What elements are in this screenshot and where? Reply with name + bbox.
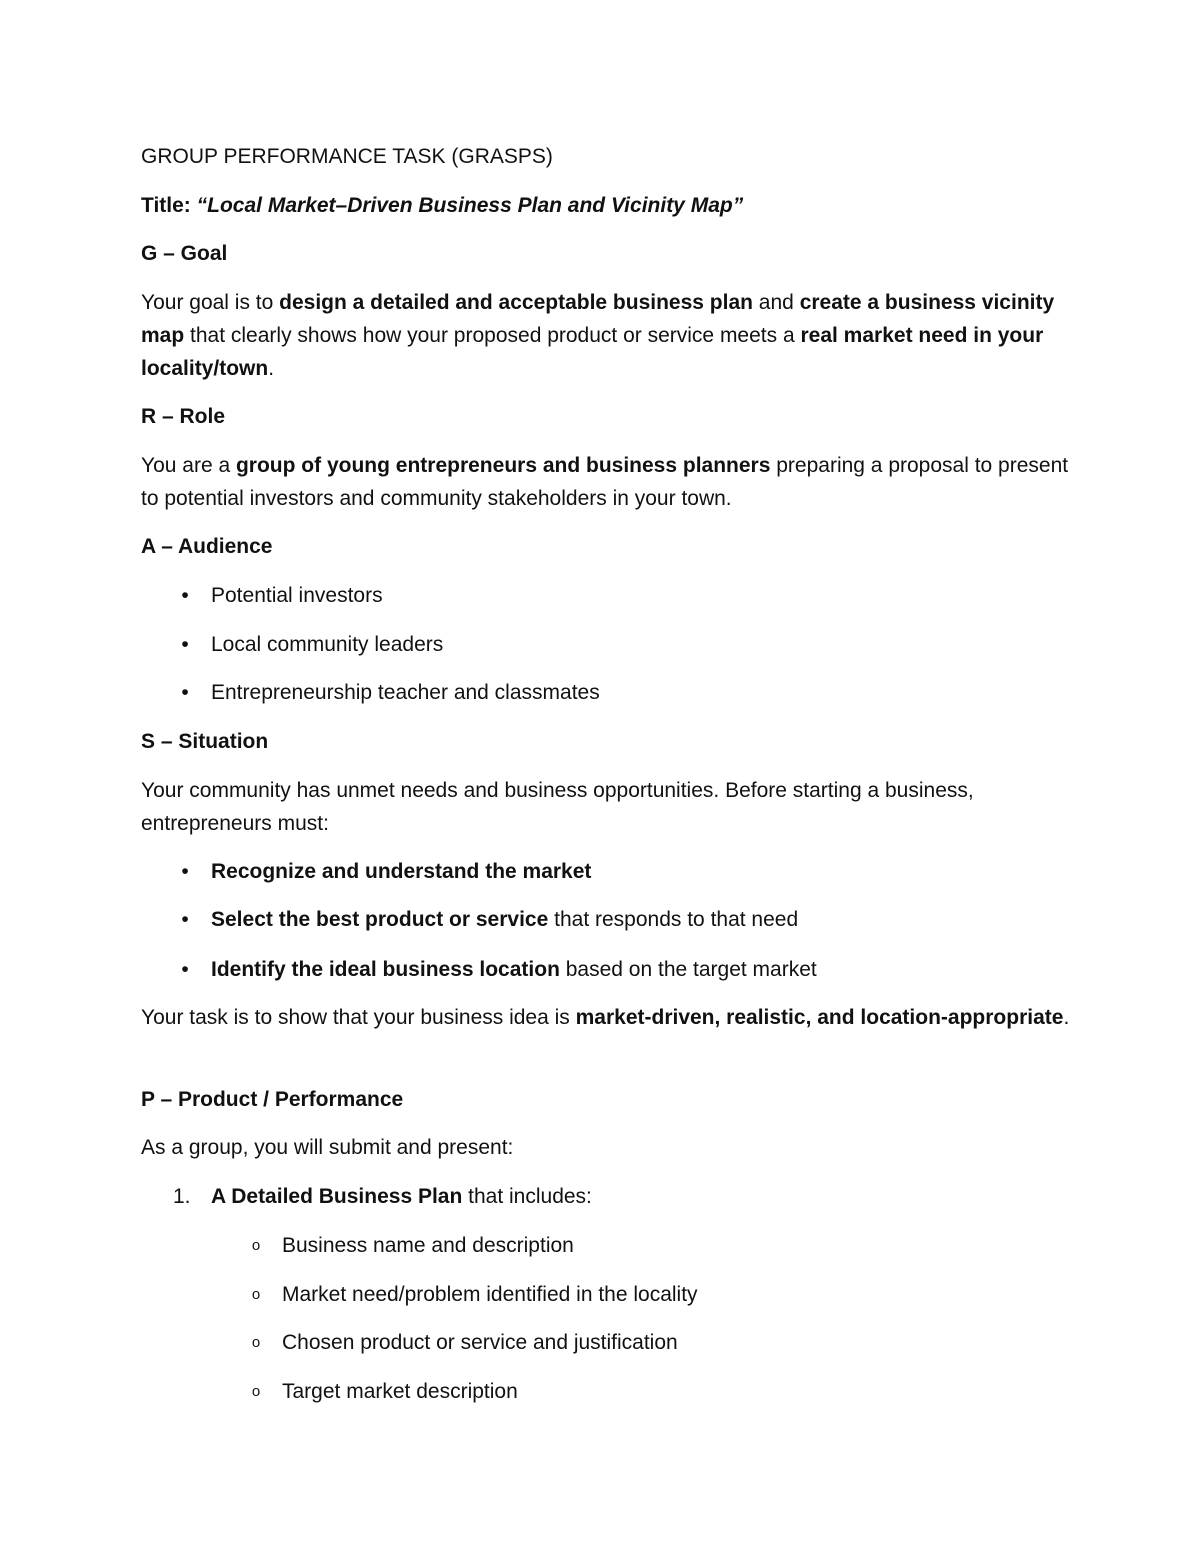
product-subitem-label: Business name and description	[282, 1234, 574, 1257]
goal-paragraph	[141, 286, 1071, 385]
audience-item	[181, 579, 383, 612]
situation-heading: S – Situation	[141, 730, 269, 753]
title-label: Title:	[141, 194, 191, 217]
situation-intro: Your community has unmet needs and business opportunities. Before starting a business, entrepreneurs must:	[141, 779, 974, 835]
situation-item	[181, 953, 817, 986]
audience-item-label: Local community leaders	[211, 633, 444, 656]
product-subitem-label: Market need/problem identified in the locality	[282, 1283, 698, 1306]
situation-text-1: Your task is to show that your business idea is	[141, 1006, 576, 1029]
bullet-icon: •	[181, 908, 189, 931]
bullet-icon: •	[181, 633, 189, 656]
goal-bold-1: design a detailed and acceptable business plan	[279, 291, 753, 314]
goal-bold-3: real market need in your locality/town	[141, 324, 1044, 380]
goal-text-2: and	[752, 291, 800, 314]
product-numbered-item	[173, 1180, 592, 1213]
audience-item	[181, 628, 444, 661]
role-bold-1: group of young entrepreneurs and business planners	[235, 454, 771, 477]
goal-text-4: .	[268, 357, 275, 380]
goal-text-3: that clearly shows how your proposed product or service meets a	[184, 324, 801, 347]
product-subitem	[251, 1229, 574, 1262]
sub-bullet-icon: o	[251, 1286, 261, 1303]
situation-item-bold: Recognize and understand the market	[211, 860, 592, 883]
audience-item-label: Entrepreneurship teacher and classmates	[211, 681, 600, 704]
audience-item	[181, 676, 600, 709]
product-subitem-label: Target market description	[282, 1380, 518, 1403]
sub-bullet-icon: o	[251, 1383, 261, 1400]
document-heading: GROUP PERFORMANCE TASK (GRASPS)	[141, 145, 553, 168]
bullet-icon: •	[181, 860, 189, 883]
situation-item	[181, 903, 799, 936]
product-heading: P – Product / Performance	[141, 1088, 404, 1111]
product-subitem	[251, 1375, 518, 1408]
sub-bullet-icon: o	[251, 1237, 261, 1254]
situation-bold-1: market-driven, realistic, and location-appropriate	[575, 1006, 1064, 1029]
bullet-icon: •	[181, 681, 189, 704]
goal-heading: G – Goal	[141, 242, 228, 265]
sub-bullet-icon: o	[251, 1334, 261, 1351]
situation-task-paragraph	[141, 1001, 1071, 1034]
product-subitem	[251, 1326, 678, 1359]
bullet-icon: •	[181, 584, 189, 607]
goal-text-1: Your goal is to	[141, 291, 280, 314]
audience-item-label: Potential investors	[211, 584, 383, 607]
item-number: 1.	[173, 1185, 191, 1208]
title-value: “Local Market–Driven Business Plan and Vicinity Map”	[196, 194, 744, 217]
role-heading: R – Role	[141, 405, 226, 428]
situation-item-rest: based on the target market	[559, 958, 817, 981]
situation-text-2: .	[1063, 1006, 1070, 1029]
role-text-1: You are a	[141, 454, 236, 477]
situation-item	[181, 855, 592, 888]
role-paragraph	[141, 449, 1071, 515]
task-title	[141, 189, 1071, 222]
audience-heading: A – Audience	[141, 535, 273, 558]
role-text-2: preparing a proposal to present to potential investors and community stakeholders in your town.	[141, 454, 1069, 510]
goal-bold-2: create a business vicinity map	[141, 291, 1055, 347]
situation-item-rest: that responds to that need	[548, 908, 799, 931]
product-subitem	[251, 1278, 698, 1311]
bullet-icon: •	[181, 958, 189, 981]
situation-item-bold: Identify the ideal business location	[211, 958, 560, 981]
product-item-rest: that includes:	[462, 1185, 592, 1208]
situation-item-bold: Select the best product or service	[211, 908, 549, 931]
product-intro: As a group, you will submit and present:	[141, 1136, 514, 1159]
product-subitem-label: Chosen product or service and justification	[282, 1331, 678, 1354]
product-item-bold: A Detailed Business Plan	[211, 1185, 463, 1208]
